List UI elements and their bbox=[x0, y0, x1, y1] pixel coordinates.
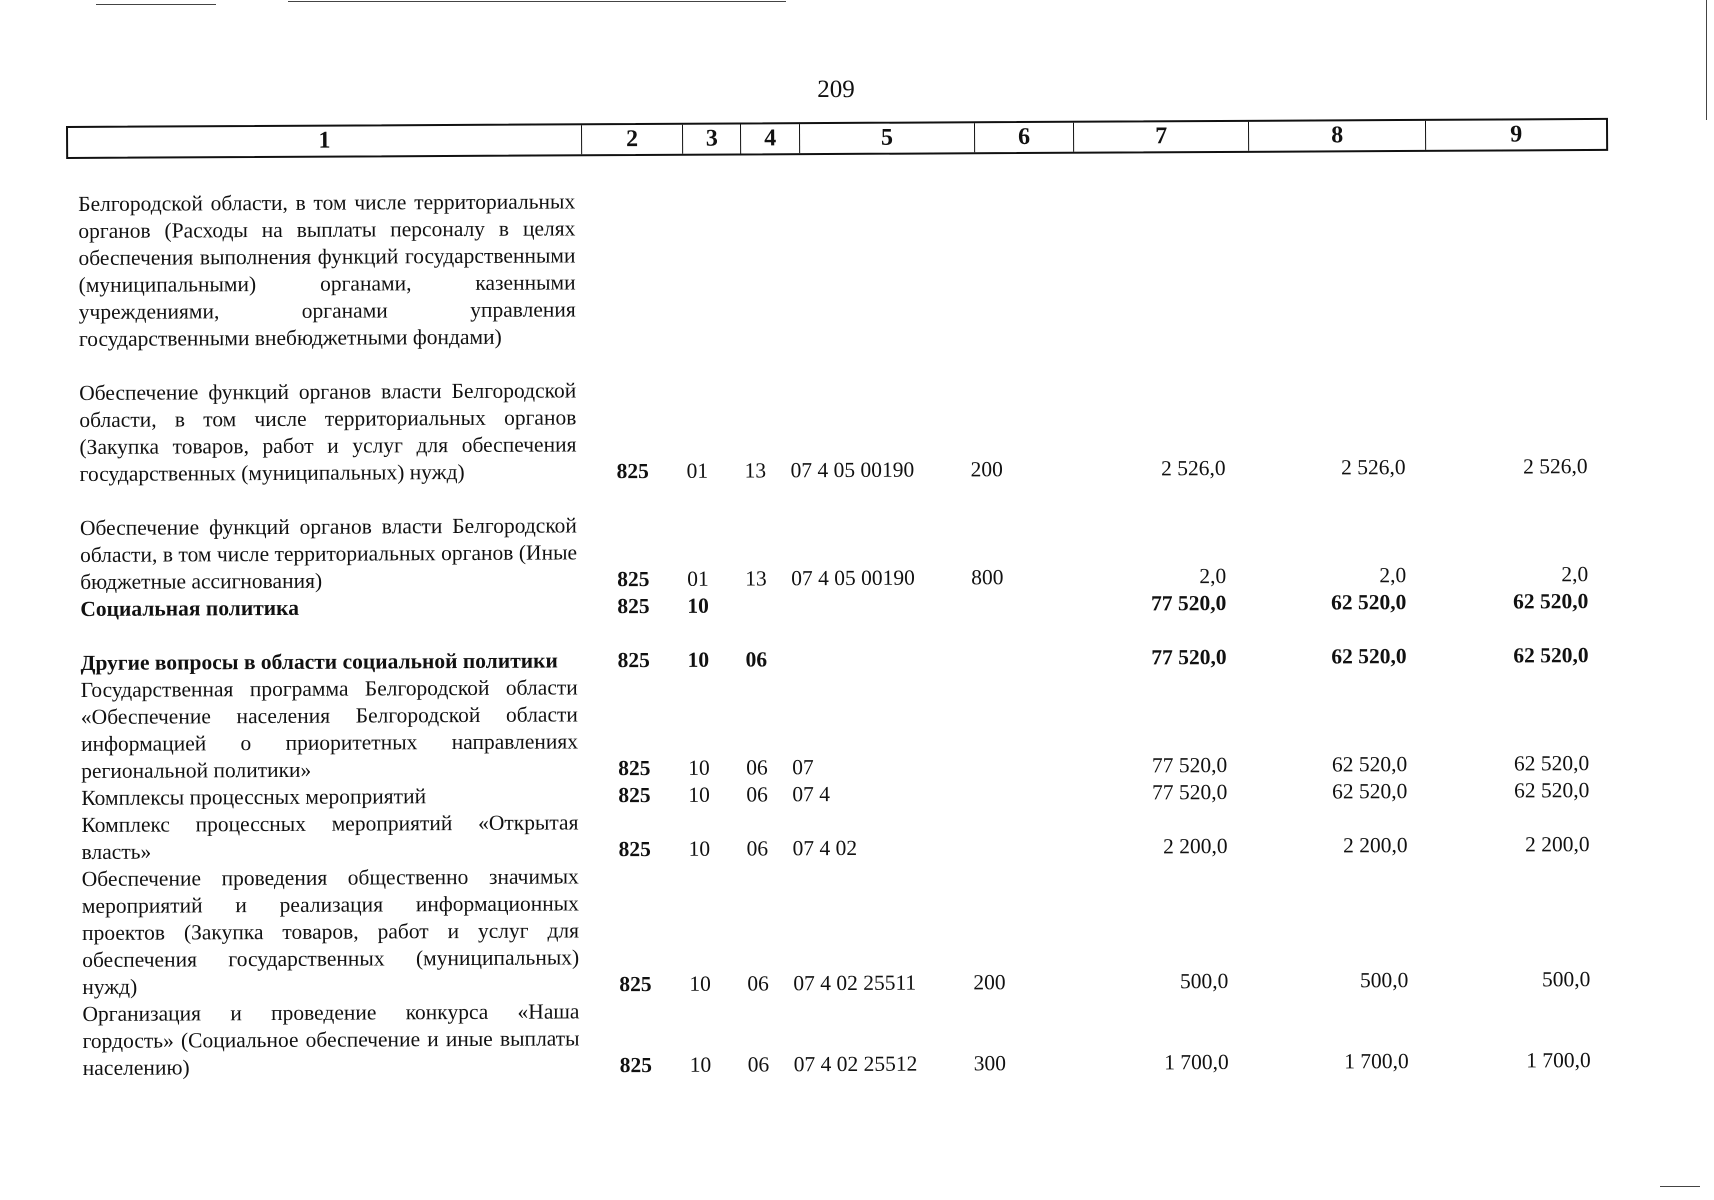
table-row bbox=[79, 345, 1610, 488]
row-name: Обеспечение функций органов власти Белгородской области, в том числе территориальных органов (Иные бюджетные ассигнования) bbox=[79, 513, 578, 594]
row-name: Обеспечение проведения общественно значимых мероприятий и реализация информационных проектов (Закупка товаров, работ и услуг для обеспечения государственных (муниципальных) нужд) bbox=[81, 864, 580, 999]
row-col-9: 2 200,0 bbox=[1525, 832, 1590, 857]
row-col-4: 06 bbox=[746, 782, 768, 807]
row-col-9: 1 700,0 bbox=[1526, 1048, 1591, 1073]
row-name: Государственная программа Белгородской области «Обеспечение населения Белгородской области информацией о приоритетных направлениях региональной политики» bbox=[80, 675, 579, 783]
row-col-8: 2 200,0 bbox=[1343, 833, 1408, 858]
header-col-9: 9 bbox=[1510, 121, 1523, 148]
row-col-3: 10 bbox=[688, 782, 710, 807]
row-col-7: 77 520,0 bbox=[1151, 752, 1228, 778]
row-col-3: 01 bbox=[686, 458, 709, 483]
row-name: Белгородской области, в том числе территориальных органов (Расходы на выплаты персоналу в целях обеспечения выполнения функций государственными (муниципальными) органами, казенными учреждениями, органами управления государственными внебюджетными фондами) bbox=[78, 189, 576, 351]
row-name: Обеспечение функций органов власти Белгородской области, в том числе территориальных органов (Закупка товаров, работ и услуг для обеспечения государственных (муниципальных) нужд) bbox=[79, 378, 577, 486]
row-col-4: 13 bbox=[745, 566, 767, 591]
row-col-7: 77 520,0 bbox=[1151, 644, 1227, 670]
row-name: Другие вопросы в области социальной политики bbox=[80, 648, 558, 675]
row-col-7: 77 520,0 bbox=[1151, 590, 1227, 616]
row-col-4: 06 bbox=[747, 1052, 770, 1077]
table-row bbox=[81, 669, 1612, 785]
page-number: 209 bbox=[817, 76, 855, 103]
row-col-2: 825 bbox=[619, 1053, 653, 1078]
row-col-4: 06 bbox=[746, 836, 769, 861]
row-col-7: 1 700,0 bbox=[1164, 1049, 1229, 1075]
scan-mark-top-left bbox=[96, 4, 216, 5]
scan-mark-right-edge bbox=[1706, 0, 1707, 120]
scan-mark-bottom-right bbox=[1660, 1186, 1700, 1187]
row-col-7: 500,0 bbox=[1179, 968, 1229, 994]
row-col-3: 10 bbox=[689, 971, 711, 996]
row-col-9: 2,0 bbox=[1561, 562, 1589, 587]
row-col-4: 06 bbox=[746, 755, 768, 780]
row-col-5: 07 4 bbox=[792, 782, 830, 807]
row-col-2: 825 bbox=[617, 648, 650, 673]
header-col-6: 6 bbox=[975, 123, 1075, 153]
table-header-row bbox=[66, 118, 1608, 159]
row-col-6: 200 bbox=[970, 457, 1003, 482]
row-col-4: 06 bbox=[745, 647, 768, 672]
row-col-5: 07 4 05 00190 bbox=[790, 457, 915, 483]
row-col-8: 500,0 bbox=[1359, 968, 1409, 993]
row-col-5: 07 4 02 bbox=[792, 835, 858, 861]
row-col-8: 62 520,0 bbox=[1331, 752, 1408, 777]
row-col-9: 62 520,0 bbox=[1513, 643, 1589, 668]
table-row bbox=[78, 156, 1609, 353]
header-col-7: 7 bbox=[1074, 122, 1249, 152]
row-col-3: 10 bbox=[688, 755, 710, 780]
row-name: Организация и проведение конкурса «Наша гордость» (Социальное обеспечение и иные выплаты населению) bbox=[82, 999, 580, 1080]
header-col-1: 1 bbox=[68, 125, 582, 157]
row-col-7: 77 520,0 bbox=[1151, 779, 1228, 805]
row-col-5: 07 4 02 25512 bbox=[793, 1051, 918, 1077]
row-col-7: 2 200,0 bbox=[1163, 833, 1228, 859]
row-col-2: 825 bbox=[616, 459, 649, 484]
row-col-4: 13 bbox=[744, 458, 767, 483]
row-col-5: 07 4 05 00190 bbox=[791, 565, 915, 591]
table-row bbox=[82, 993, 1612, 1082]
table-body bbox=[78, 156, 1613, 1082]
row-col-6: 300 bbox=[973, 1051, 1007, 1076]
header-col-2: 2 bbox=[582, 125, 684, 155]
row-col-9: 62 520,0 bbox=[1512, 589, 1589, 614]
header-col-4: 4 bbox=[741, 124, 800, 153]
row-col-6: 200 bbox=[973, 970, 1006, 995]
table-row bbox=[80, 480, 1611, 596]
row-col-3: 01 bbox=[687, 566, 709, 591]
row-name: Социальная политика bbox=[80, 595, 300, 621]
row-col-9: 500,0 bbox=[1541, 967, 1591, 992]
row-col-2: 825 bbox=[617, 567, 650, 592]
row-name: Комплекс процессных мероприятий «Открытая власть» bbox=[81, 810, 579, 864]
row-col-2: 825 bbox=[618, 756, 651, 781]
table-row bbox=[81, 804, 1611, 866]
row-col-5: 07 4 02 25511 bbox=[793, 970, 917, 996]
row-col-8: 62 520,0 bbox=[1331, 779, 1408, 804]
row-col-9: 62 520,0 bbox=[1513, 751, 1590, 776]
header-col-8: 8 bbox=[1249, 121, 1427, 151]
row-col-8: 2 526,0 bbox=[1341, 455, 1406, 480]
row-col-8: 1 700,0 bbox=[1344, 1049, 1409, 1074]
row-col-2: 825 bbox=[618, 837, 651, 862]
row-col-3: 10 bbox=[688, 836, 711, 861]
row-col-9: 62 520,0 bbox=[1513, 778, 1590, 803]
scan-mark-top-middle bbox=[288, 1, 786, 2]
row-col-2: 825 bbox=[617, 594, 650, 619]
header-col-3: 3 bbox=[683, 124, 741, 153]
row-col-3: 10 bbox=[687, 593, 709, 618]
row-col-3: 10 bbox=[687, 647, 710, 672]
row-name: Комплексы процессных мероприятий bbox=[81, 784, 427, 810]
row-col-3: 10 bbox=[689, 1052, 712, 1077]
table-row bbox=[82, 858, 1613, 1001]
row-col-4: 06 bbox=[747, 971, 769, 996]
row-col-8: 62 520,0 bbox=[1331, 590, 1407, 615]
row-col-9: 2 526,0 bbox=[1523, 454, 1588, 479]
row-col-2: 825 bbox=[619, 972, 652, 997]
row-col-2: 825 bbox=[618, 783, 651, 808]
row-col-6: 800 bbox=[971, 565, 1004, 590]
row-col-5: 07 bbox=[792, 755, 814, 780]
row-col-8: 2,0 bbox=[1379, 563, 1407, 588]
row-col-8: 62 520,0 bbox=[1331, 644, 1407, 669]
table-row bbox=[80, 615, 1610, 677]
row-col-7: 2 526,0 bbox=[1161, 455, 1226, 481]
row-col-7: 2,0 bbox=[1199, 563, 1227, 589]
header-col-5: 5 bbox=[800, 123, 975, 153]
